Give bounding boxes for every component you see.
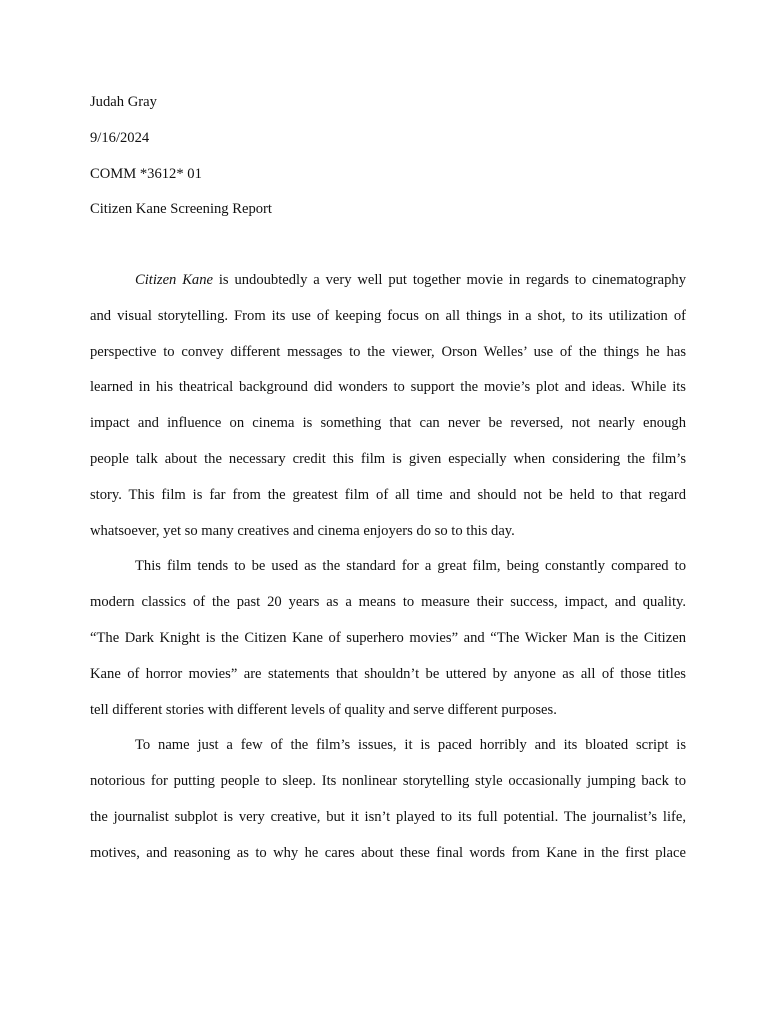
document-title: Citizen Kane Screening Report [90, 201, 272, 218]
paragraph-line: “The Dark Knight is the Citizen Kane of superhero movies” and “The Wicker Man is the Citizen [90, 629, 686, 646]
film-title-italic: Citizen Kane [135, 272, 214, 288]
paragraph-line: To name just a few of the film’s issues, it is paced horribly and its bloated script is [135, 737, 686, 754]
paragraph-line: This film tends to be used as the standard for a great film, being constantly compared to [135, 558, 686, 575]
paragraph-line: and visual storytelling. From its use of keeping focus on all things in a shot, to its utilization of [90, 307, 686, 324]
paragraph-line: perspective to convey different messages to the viewer, Orson Welles’ use of the things he has [90, 343, 686, 360]
author-name: Judah Gray [90, 94, 157, 110]
paragraph-line: whatsoever, yet so many creatives and cinema enjoyers do so to this day. [90, 522, 515, 539]
document-date: 9/16/2024 [90, 129, 150, 146]
paragraph-line: tell different stories with different levels of quality and serve different purposes. [90, 701, 557, 718]
paragraph-line: notorious for putting people to sleep. Its nonlinear storytelling style occasionally jumping back to [90, 773, 686, 790]
paragraph-line: story. This film is far from the greatest film of all time and should not be held to that regard [90, 486, 686, 503]
paragraph-2 [90, 553, 686, 732]
paragraph-line: motives, and reasoning as to why he cares about these final words from Kane in the first place [90, 844, 686, 861]
paragraph-line: people talk about the necessary credit this film is given especially when considering the film’s [90, 450, 686, 467]
paragraph-3 [90, 732, 686, 875]
paragraph-line: learned in his theatrical background did wonders to support the movie’s plot and ideas. While its [90, 379, 686, 396]
document-header [90, 91, 690, 234]
document-body [90, 267, 686, 876]
course-code: COMM *3612* 01 [90, 165, 202, 182]
line-text: is undoubtedly a very well put together movie in regards to cinematography [213, 272, 686, 288]
paragraph-line: the journalist subplot is very creative, but it isn’t played to its full potential. The journalist’s life, [90, 808, 686, 825]
paragraph-1 [90, 267, 686, 553]
paragraph-line [90, 267, 686, 303]
paragraph-line: modern classics of the past 20 years as a means to measure their success, impact, and quality. [90, 594, 686, 611]
paragraph-line: Kane of horror movies” are statements that shouldn’t be uttered by anyone as all of those titles [90, 665, 686, 682]
paragraph-line: impact and influence on cinema is something that can never be reversed, not nearly enough [90, 415, 686, 432]
